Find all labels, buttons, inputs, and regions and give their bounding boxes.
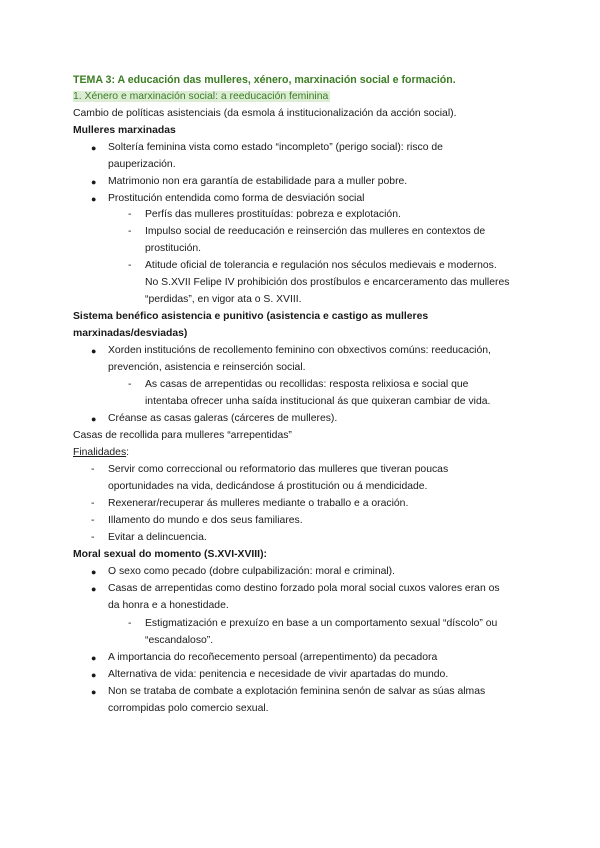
list-item-line: O sexo como pecado (dobre culpabilización: moral e criminal). [108, 566, 396, 577]
dash-icon: - [128, 209, 132, 220]
finalidades-colon: : [126, 447, 130, 458]
bullet-icon: ● [91, 346, 97, 356]
bullet-icon: ● [91, 567, 97, 577]
list-item-line: Casas de arrepentidas como destino forzado pola moral social cuxos valores eran os [108, 583, 500, 594]
list-item-line: Xorden institucións de recollemento feminino con obxectivos comúns: reeducación, [108, 345, 491, 356]
bullet-icon: ● [91, 177, 97, 187]
sub-item-line: No S.XVII Felipe IV prohibición dos prostíbulos e encarceramento das mulleres [145, 277, 510, 288]
section-heading [73, 90, 330, 106]
bullet-icon: ● [91, 414, 97, 424]
list-item-line: Matrimonio non era garantía de estabilidade para a muller pobre. [108, 176, 408, 187]
bullet-icon: ● [91, 194, 97, 204]
dash-icon: - [128, 618, 132, 629]
sub-item-line: Estigmatización e prexuízo en base a un comportamento sexual “díscolo” ou [145, 618, 498, 629]
section-heading-text: 1. Xénero e marxinación social: a reeducación feminina [73, 91, 329, 102]
dash-icon: - [91, 464, 95, 475]
sub-item-line: Impulso social de reeducación e reinserción das mulleres en contextos de [145, 226, 486, 237]
dash-icon: - [91, 532, 95, 543]
dash-icon: - [128, 226, 132, 237]
mulleres-marxinadas-heading: Mulleres marxinadas [73, 125, 176, 136]
list-item-line: A importancia do recoñecemento persoal (arrepentimento) da pecadora [108, 652, 438, 663]
casas-text: Casas de recollida para mulleres “arrepentidas” [73, 430, 292, 441]
sistema-heading: Sistema benéfico asistencia e punitivo (asistencia e castigo as mulleres [73, 311, 429, 322]
sistema-heading: marxinadas/desviadas) [73, 328, 188, 339]
sub-item-line: As casas de arrepentidas ou recollidas: resposta relixiosa e social que [145, 379, 469, 390]
list-item-line: prevención, asistencia e reinserción social. [108, 362, 306, 373]
finalidades-heading [73, 446, 129, 462]
list-item-line: Rexenerar/recuperar ás mulleres mediante o traballo e a oración. [108, 498, 409, 509]
sub-item-line: prostitución. [145, 243, 202, 254]
list-item-line: Alternativa de vida: penitencia e necesidade de vivir apartadas do mundo. [108, 669, 449, 680]
finalidades-label: Finalidades [73, 447, 127, 458]
list-item-line: pauperización. [108, 159, 176, 170]
list-item-line: Servir como correccional ou reformatorio das mulleres que tiveran poucas [108, 464, 449, 475]
dash-icon: - [91, 515, 95, 526]
document-title: TEMA 3: A educación das mulleres, xénero, marxinación social e formación. [73, 74, 456, 86]
bullet-icon: ● [91, 670, 97, 680]
sub-item-line: Atitude oficial de tolerancia e regulación nos séculos medievais e modernos. [145, 260, 497, 271]
bullet-icon: ● [91, 687, 97, 697]
bullet-icon: ● [91, 584, 97, 594]
list-item-line: corrompidas polo comercio sexual. [108, 703, 269, 714]
sub-item-line: intentaba ofrecer unha saída institucional ás que quixeran cambiar de vida. [145, 396, 491, 407]
sub-item-line: Perfís das mulleres prostituídas: pobreza e explotación. [145, 209, 401, 220]
list-item-line: Illamento do mundo e dos seus familiares. [108, 515, 303, 526]
list-item-line: da honra e a honestidade. [108, 600, 229, 611]
bullet-icon: ● [91, 143, 97, 153]
list-item-line: Evitar a delincuencia. [108, 532, 207, 543]
list-item-line: Créanse as casas galeras (cárceres de mulleres). [108, 413, 338, 424]
list-item-line: Non se trataba de combate a explotación feminina senón de salvar as súas almas [108, 686, 486, 697]
sub-item-line: “perdidas”, en vigor ata o S. XVIII. [145, 294, 302, 305]
bullet-icon: ● [91, 653, 97, 663]
intro-text: Cambio de políticas asistenciais (da esmola á institucionalización da acción social). [73, 108, 457, 119]
dash-icon: - [128, 379, 132, 390]
list-item-line: Prostitución entendida como forma de desviación social [108, 193, 365, 204]
dash-icon: - [91, 498, 95, 509]
list-item-line: oportunidades na vida, dedicándose á prostitución ou á mendicidade. [108, 481, 428, 492]
list-item-line: Soltería feminina vista como estado “incompleto” (perigo social): risco de [108, 142, 443, 153]
sub-item-line: “escandaloso”. [145, 635, 214, 646]
dash-icon: - [128, 260, 132, 271]
moral-heading: Moral sexual do momento (S.XVI-XVIII): [73, 549, 267, 560]
